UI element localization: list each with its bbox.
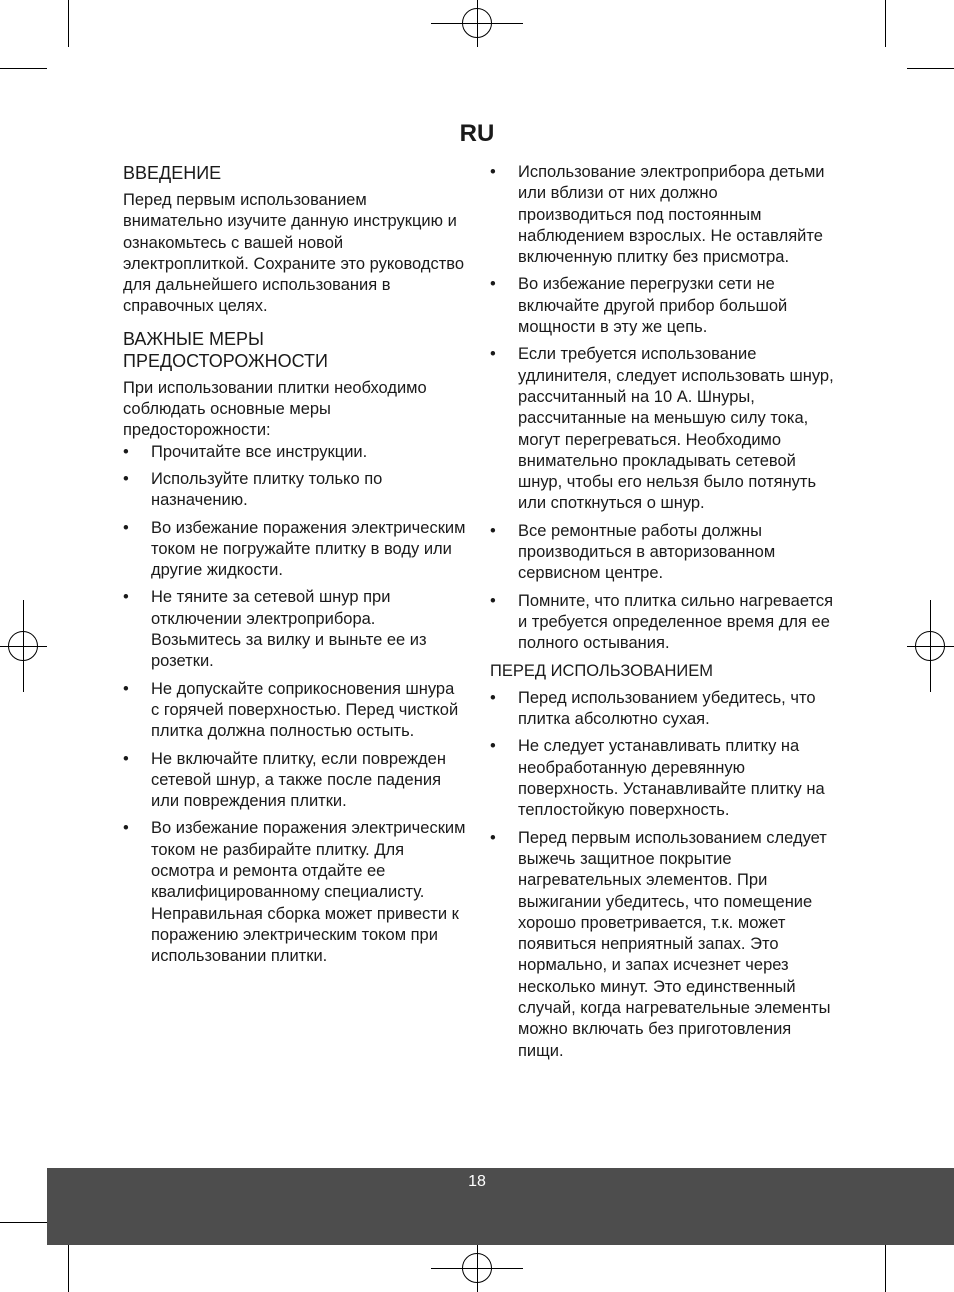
crop-mark-bottom-left-v <box>68 1245 69 1292</box>
bullet-icon: • <box>123 469 129 488</box>
crop-mark-bottom-right-v <box>885 1245 886 1292</box>
list-item: • Использование электроприбора детьми или вблизи от них должно производиться под постоянным наблюдением взрослых. Не оставляйте включенную плитку без присмотра. <box>490 163 825 267</box>
list-item: • Перед использованием убедитесь, что плитка абсолютно сухая. <box>490 688 816 729</box>
bullet-icon: • <box>123 588 129 607</box>
crop-mark-top-right-h <box>907 68 954 69</box>
list-item: • Во избежание поражения электрическим током не разбирайте плитку. Для осмотра и ремонта отдайте ее квалифицированному специалисту. Неправильная сборка может привести к поражению электрическим током при использовании плитки. <box>123 819 466 966</box>
intro-paragraph: Перед первым использованием внимательно изучите данную инструкцию и ознакомьтесь с вашей новой электроплиткой. Сохраните это руководство для дальнейшего использования в справочных целях. <box>123 191 465 316</box>
bullet-icon: • <box>490 345 496 364</box>
list-item: • Используйте плитку только по назначению. <box>123 469 383 510</box>
list-item: • Не допускайте соприкосновения шнура с горячей поверхностью. Перед чисткой плитка должна полностью остыть. <box>123 679 459 741</box>
bullet-icon: • <box>490 275 496 294</box>
list-item: • Во избежание поражения электрическим током не погружайте плитку в воду или другие жидкости. <box>123 518 466 580</box>
list-item: • Если требуется использование удлинителя, следует использовать шнур, рассчитанный на 10 А. Шнуры, рассчитанные на меньшую силу тока, могут перегреваться. Необходимо внимательно прокладывать сетевой шнур, чтобы его нельзя было потянуть или споткнуться о шнур. <box>490 345 834 513</box>
list-item: • Не тяните за сетевой шнур при отключении электроприбора. Возьмитесь за вилку и выньте ее из розетки. <box>123 588 427 671</box>
bullet-icon: • <box>123 749 129 768</box>
list-item: • Все ремонтные работы должны производиться в авторизованном сервисном центре. <box>490 521 776 583</box>
safety-bullet-list <box>123 442 467 968</box>
crop-mark-top-left-h <box>0 68 47 69</box>
before-use-heading: ПЕРЕД ИСПОЛЬЗОВАНИЕМ <box>490 661 713 680</box>
safety-heading <box>123 328 467 372</box>
bullet-icon: • <box>123 518 129 537</box>
list-item: • Во избежание перегрузки сети не включайте другой прибор большой мощности в эту же цепь. <box>490 275 788 337</box>
bullet-icon: • <box>123 819 129 838</box>
right-column <box>490 162 835 1068</box>
safety-heading-line2: ПРЕДОСТОРОЖНОСТИ <box>123 350 328 371</box>
bullet-icon: • <box>490 591 496 610</box>
bullet-icon: • <box>490 828 496 847</box>
crop-mark-top-right-v <box>885 0 886 47</box>
language-code-heading: RU <box>459 120 495 147</box>
safety-intro-paragraph: При использовании плитки необходимо соблюдать основные меры предосторожности: <box>123 378 427 440</box>
list-item: • Не следует устанавливать плитку на необработанную деревянную поверхность. Устанавливайте плитку на теплостойкую поверхность. <box>490 737 825 820</box>
list-item: • Прочитайте все инструкции. <box>123 442 467 463</box>
bullet-icon: • <box>490 688 496 707</box>
bullet-icon: • <box>123 679 129 698</box>
crop-mark-top-left-v <box>68 0 69 47</box>
before-use-bullet-list <box>490 688 835 1062</box>
intro-heading: ВВЕДЕНИЕ <box>123 163 222 183</box>
bullet-icon: • <box>123 442 129 461</box>
page-number: 18 <box>468 1173 486 1190</box>
list-item: • Помните, что плитка сильно нагревается и требуется определенное время для ее полного остывания. <box>490 591 833 653</box>
bullet-icon: • <box>490 737 496 756</box>
list-item: • Не включайте плитку, если поврежден сетевой шнур, а также после падения или повреждения плитки. <box>123 749 446 811</box>
list-item: • Перед первым использованием следует выжечь защитное покрытие нагревательных элементов. При выжигании убедитесь, что помещение хорошо проветривается, т.к. может появиться неприятный запах. Это нормально, и запах исчезнет через несколько минут. Это единственный случай, когда нагревательные элементы можно включать без приготовления пищи. <box>490 828 831 1060</box>
safety-bullet-list-continued <box>490 162 835 655</box>
crop-mark-bottom-left-h <box>0 1222 47 1223</box>
left-column <box>123 162 467 974</box>
safety-heading-line1: ВАЖНЫЕ МЕРЫ <box>123 328 264 349</box>
bullet-icon: • <box>490 163 496 181</box>
bullet-icon: • <box>490 521 496 540</box>
